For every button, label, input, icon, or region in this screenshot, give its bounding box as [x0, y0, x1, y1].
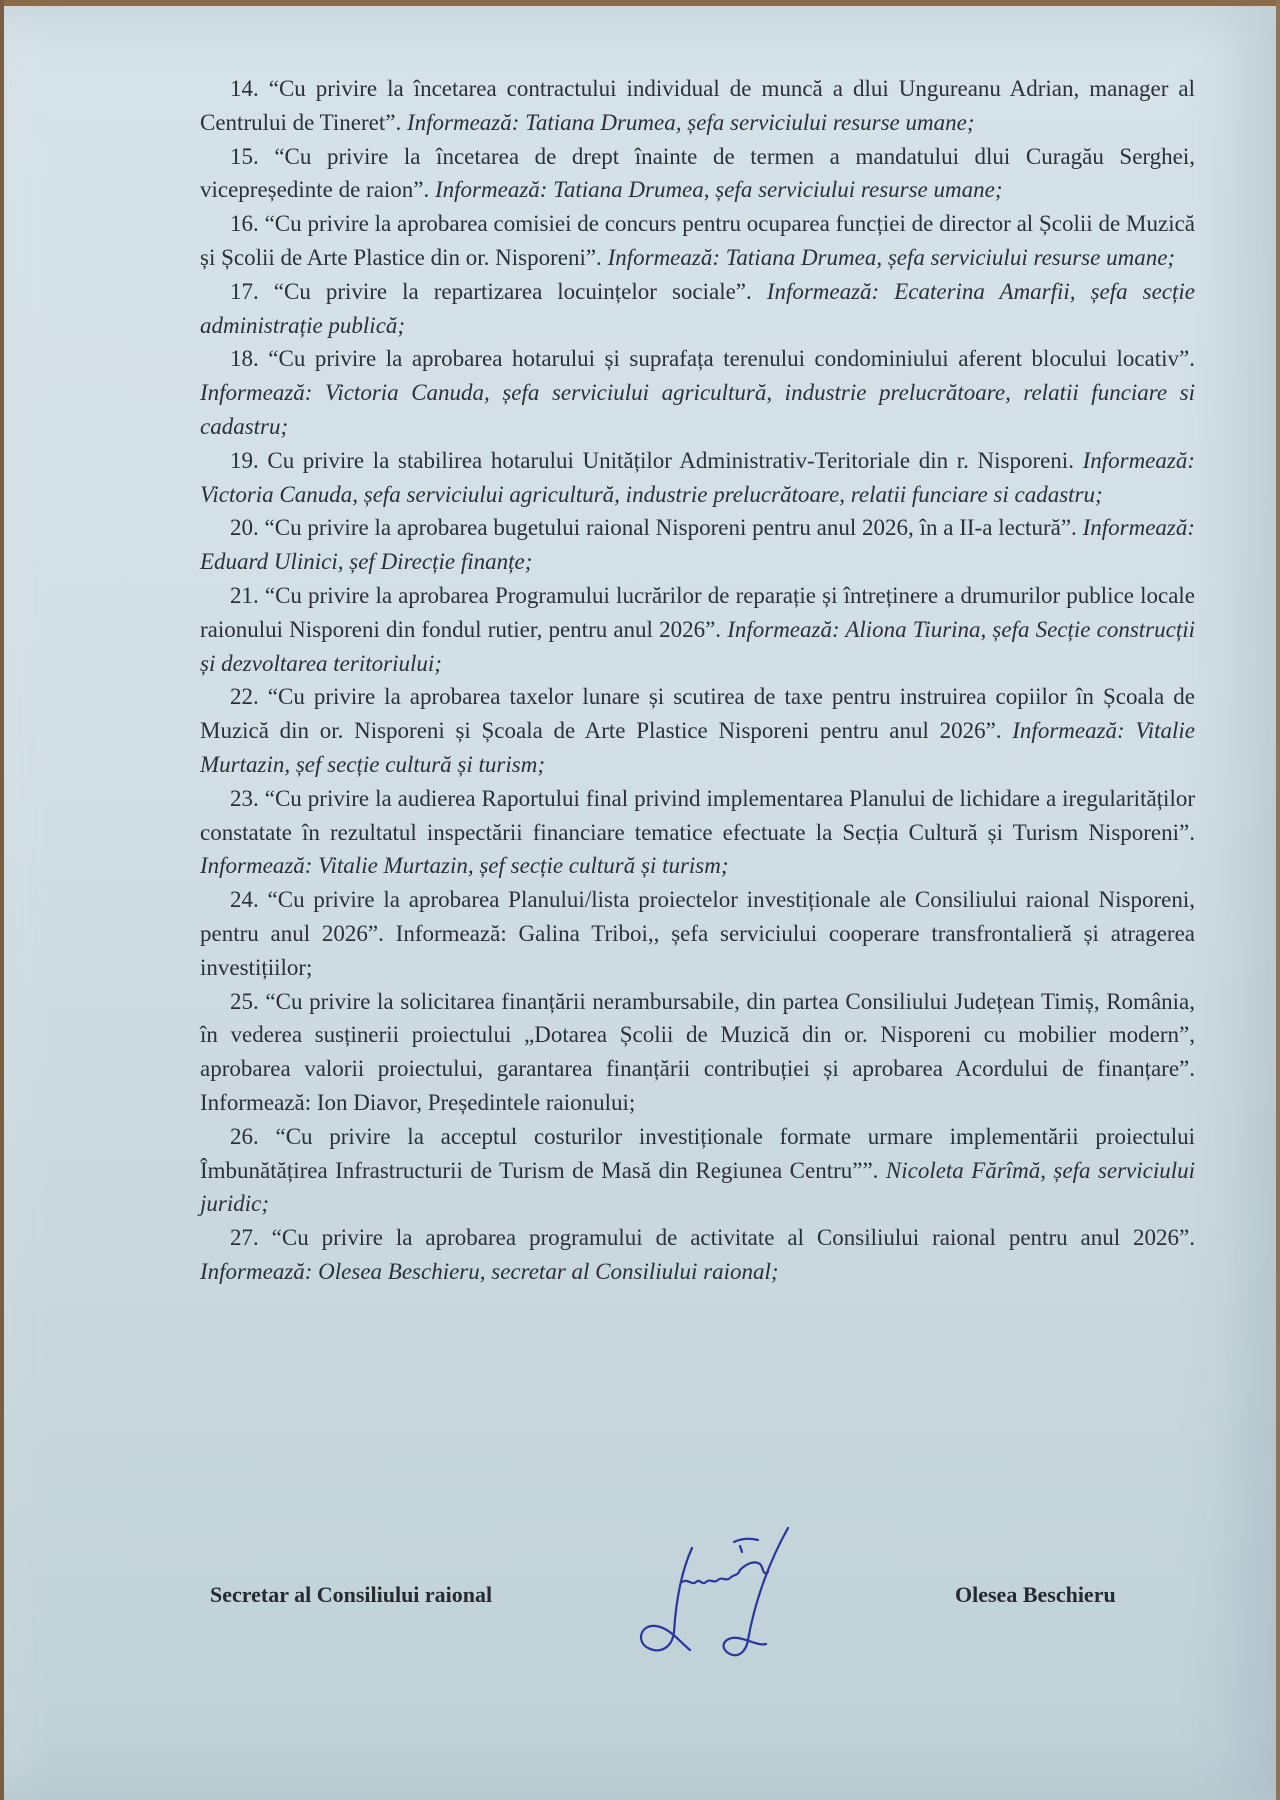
item-text: “Cu privire la încetarea de drept înainte de termen a mandatului dlui Curagău Serghei, vicepreședinte de raion”. [200, 143, 1196, 203]
item-number: 19. [230, 447, 259, 473]
agenda-item-16 [200, 207, 1195, 275]
item-number: 21. [230, 582, 259, 608]
agenda-item-22 [200, 680, 1195, 781]
item-number: 23. [230, 785, 259, 811]
item-text: “Cu privire la aprobarea comisiei de concurs pentru ocuparea funcției de director al Școlii de Muzică și Școlii de Arte Plastice din or. Nisporeni”. [200, 211, 1196, 270]
item-number: 18. [230, 346, 259, 372]
item-text: “Cu privire la aprobarea programului de activitate al Consiliului raional pentru anul 2026”. [271, 1225, 1196, 1251]
agenda-list [200, 72, 1195, 1289]
agenda-item-27 [200, 1221, 1195, 1289]
signatory-role: Secretar al Consiliului raional [210, 1582, 493, 1607]
signature-stroke-tick [734, 1539, 758, 1552]
item-number: 14. [230, 76, 259, 101]
agenda-item-20 [200, 511, 1195, 579]
item-text: “Cu privire la încetarea contractului individual de muncă a dlui Ungureanu Adrian, manager al Centrului de Tineret”. [200, 76, 1195, 135]
item-informs: Informează: Eduard Ulinici, șef Direcție finanțe; [200, 515, 1196, 575]
signatory-name: Olesea Beschieru [955, 1582, 1116, 1607]
item-number: 22. [230, 684, 259, 710]
item-informs: Informează: Victoria Canuda, șefa serviciului agricultură, industrie prelucrătoare, relatii funciare si cadastru; [200, 447, 1195, 507]
item-number: 15. [230, 143, 259, 169]
agenda-item-21 [200, 579, 1195, 680]
item-number: 24. [230, 887, 259, 913]
item-number: 27. [230, 1225, 259, 1251]
item-text: “Cu privire la aprobarea hotarului și suprafața terenului condominiului aferent blocului locativ”. [268, 346, 1196, 372]
item-informs: Informează: Victoria Canuda, șefa serviciului agricultură, industrie prelucrătoare, relatii funciare si cadastru; [200, 380, 1195, 439]
item-informs: Informează: Vitalie Murtazin, șef secție cultură și turism; [200, 718, 1195, 777]
item-number: 26. [230, 1123, 259, 1149]
item-text: “Cu privire la aprobarea Programului lucrărilor de reparație și întreținere a drumurilor publice locale raionului Nisporeni din fondul rutier, pentru anul 2026”. [200, 582, 1196, 642]
item-informs: Informează: Vitalie Murtazin, șef secție cultură și turism; [200, 853, 729, 879]
item-informs: Nicoleta Fărîmă, șefa serviciului juridic; [200, 1157, 1196, 1217]
item-text: “Cu privire la audierea Raportului final privind implementarea Planului de lichidare a iregularităților constatate în rezultatul inspectării financiare tematice efectuate la Secția Cultură și Turism Nisporeni”. [200, 785, 1195, 845]
signature-block [210, 1582, 1170, 1722]
item-text: “Cu privire la repartizarea locuințelor sociale”. [273, 278, 752, 304]
item-text: “Cu privire la aprobarea taxelor lunare și scutirea de taxe pentru instruirea copiilor în Școala de Muzică din or. Nisporeni și Școala de Arte Plastice Nisporeni pentru anul 2026”. [200, 684, 1195, 744]
signature-stroke-loops [682, 1570, 740, 1583]
item-number: 20. [230, 515, 259, 541]
item-text: “Cu privire la aprobarea bugetului raional Nisporeni pentru anul 2026, în a II-a lectură”. [264, 515, 1077, 541]
item-text: Cu privire la stabilirea hotarului Unităților Administrativ-Teritoriale din r. Nisporeni. [267, 447, 1074, 473]
item-number: 17. [230, 278, 259, 304]
item-informs: Informează: Tatiana Drumea, șefa serviciului resurse umane; [435, 177, 1003, 203]
agenda-item-19 [200, 444, 1195, 512]
item-text: “Cu privire la acceptul costurilor investiționale formate urmare implementării proiectului Îmbunătățirea Infrastructurii de Turism de Masă din Regiunea Centru””. [200, 1123, 1195, 1183]
signature-stroke-descender [724, 1528, 788, 1655]
item-informs: Informează: Aliona Tiurina, șefa Secție construcții și dezvoltarea teritoriului; [200, 616, 1196, 676]
item-text: “Cu privire la aprobarea Planului/lista proiectelor investiționale ale Consiliului raional Nisporeni, pentru anul 2026”. Informează: Galina Triboi,, șefa serviciului cooperare transfrontalieră și atragerea investițiilor; [200, 887, 1195, 980]
agenda-item-25 [200, 985, 1195, 1120]
item-number: 25. [230, 988, 259, 1014]
handwritten-signature [630, 1520, 830, 1670]
agenda-item-17 [200, 275, 1195, 343]
item-informs: Informează: Ecaterina Amarfii, șefa secție administrație publică; [200, 278, 1195, 338]
agenda-item-23 [200, 782, 1195, 883]
item-informs: Informează: Olesea Beschieru, secretar al Consiliului raional; [200, 1258, 779, 1284]
item-informs: Informează: Tatiana Drumea, șefa serviciului resurse umane; [607, 244, 1176, 270]
signature-stroke-main [641, 1548, 692, 1650]
agenda-item-18 [200, 342, 1195, 443]
item-number: 16. [230, 211, 259, 237]
signature-stroke-link [740, 1562, 768, 1573]
agenda-item-15 [200, 140, 1195, 208]
background-edge-right [1276, 0, 1280, 1800]
item-text: “Cu privire la solicitarea finanțării nerambursabile, din partea Consiliului Județean Timiș, România, în vederea susținerii proiectului „Dotarea Școlii de Muzică din or. Nisporeni cu mobilier modern”, aprobarea valorii proiectului, garantarea finanțării contribuției și aprobarea Acordului de finanțare”. Informează: Ion Diavor, Președintele raionului; [200, 988, 1196, 1115]
agenda-item-14 [200, 72, 1195, 140]
item-informs: Informează: Tatiana Drumea, șefa serviciului resurse umane; [406, 109, 975, 135]
agenda-item-24 [200, 883, 1195, 984]
agenda-item-26 [200, 1120, 1195, 1221]
